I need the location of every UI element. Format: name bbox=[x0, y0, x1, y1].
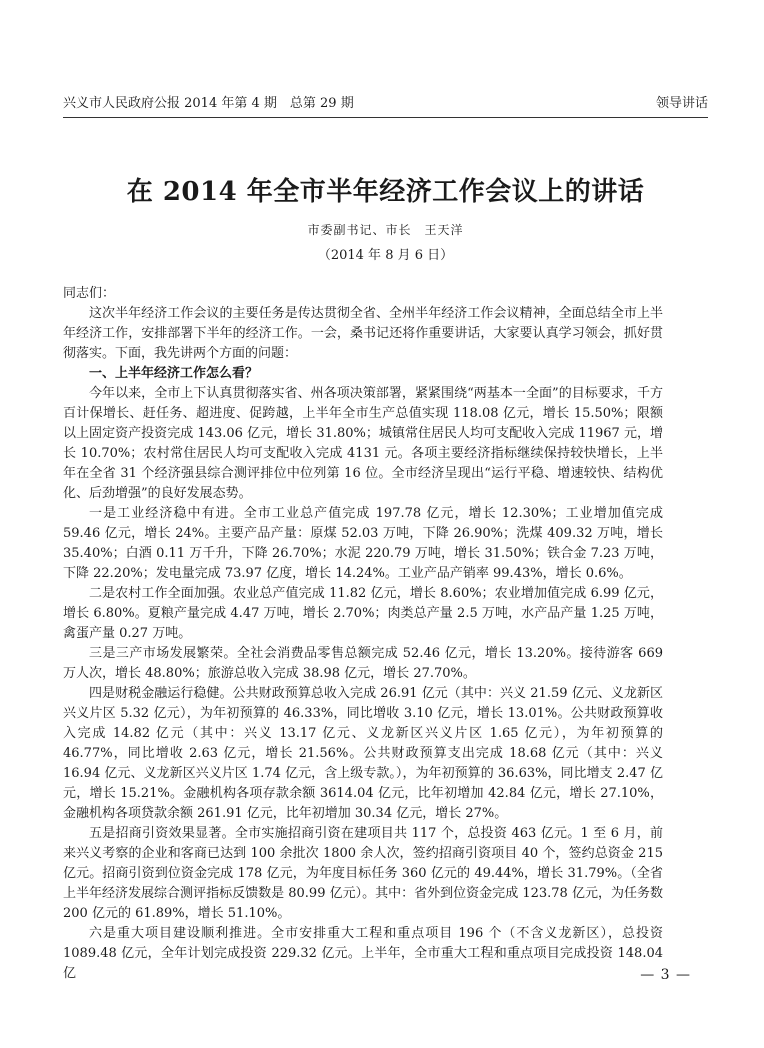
paragraph: 一是工业经济稳中有进。全市工业总产值完成 197.78 亿元，增长 12.30%；工业增加值完成 59.46 亿元，增长 24%。主要产品产量：原煤 52.03 万吨，下降 26.90%；洗煤 409.32 万吨，增长 35.40%；白酒 0.11 万千升，下降 26.70%；水泥 220.79 万吨，增长 31.50%；铁合金 7.23 万吨，下降 22.20%；发电量完成 73.97 亿度，增长 14.24%。工业产品产销率 99.43%，增长 0.6%。 bbox=[63, 506, 663, 581]
paragraph: 三是三产市场发展繁荣。全社会消费品零售总额完成 52.46 亿元，增长 13.20%。接待游客 669 万人次，增长 48.80%；旅游总收入完成 38.98 亿元，增长 27.70%。 bbox=[63, 646, 663, 681]
article-byline: 市委副书记、市长 王天洋 bbox=[307, 223, 464, 237]
article-title: 在 2014 年全市半年经济工作会议上的讲话 bbox=[126, 177, 645, 207]
journal-issue-label: 兴义市人民政府公报 2014 年第 4 期 总第 29 期 bbox=[63, 96, 354, 111]
running-header bbox=[63, 95, 708, 117]
header-divider bbox=[63, 117, 708, 118]
salutation: 同志们： bbox=[63, 286, 116, 301]
paragraph: 六是重大项目建设顺利推进。全市安排重大工程和重点项目 196 个（不含义龙新区），总投资 1089.48 亿元，全年计划完成投资 229.32 亿元。上半年，全市重大工程和重点项目完成投资 148.04 亿 bbox=[63, 926, 663, 981]
paragraph: 五是招商引资效果显著。全市实施招商引资在建项目共 117 个，总投资 463 亿元。1 至 6 月，前来兴义考察的企业和客商已达到 100 余批次 1800 余人次，签约招商引资项目 40 个，签约总资金 215 亿元。招商引资到位资金完成 178 亿元，为年度目标任务 360 亿元的 49.44%，增长 31.79%。（全省上半年经济发展综合测评指标反馈数是 80.99 亿元）。其中：省外到位资金完成 123.78 亿元，为任务数 200 亿元的 61.89%，增长 51.10%。 bbox=[63, 826, 663, 921]
paragraph: 这次半年经济工作会议的主要任务是传达贯彻全省、全州半年经济工作会议精神，全面总结全市上半年经济工作，安排部署下半年的经济工作。一会，桑书记还将作重要讲话，大家要认真学习领会，抓好贯彻落实。下面，我先讲两个方面的问题： bbox=[63, 306, 663, 361]
section-heading: 一、上半年经济工作怎么看？ bbox=[89, 366, 259, 381]
paragraph: 四是财税金融运行稳健。公共财政预算总收入完成 26.91 亿元（其中：兴义 21.59 亿元、义龙新区兴义片区 5.32 亿元），为年初预算的 46.33%，同比增收 3.10 亿元，增长 13.01%。公共财政预算收入完成 14.82 亿元（其中：兴义 13.17 亿元、义龙新区兴义片区 1.65 亿元），为年初预算的 46.77%，同比增收 2.63 亿元，增长 21.56%。公共财政预算支出完成 18.68 亿元（其中：兴义 16.94 亿元、义龙新区兴义片区 1.74 亿元，含上级专款。），为年初预算的 36.63%，同比增支 2.47 亿元，增长 15.21%。金融机构各项存款余额 3614.04 亿元，比年初增加 42.84 亿元，增长 27.10%，金融机构各项贷款余额 261.91 亿元，比年初增加 30.34 亿元，增长 27%。 bbox=[63, 686, 663, 821]
section-label: 领导讲话 bbox=[655, 96, 708, 111]
article-date: （2014 年 8 月 6 日） bbox=[317, 248, 454, 263]
page-number: — 3 — bbox=[640, 967, 691, 983]
article-body bbox=[63, 284, 663, 984]
paragraph: 二是农村工作全面加强。农业总产值完成 11.82 亿元，增长 8.60%；农业增加值完成 6.99 亿元，增长 6.80%。夏粮产量完成 4.47 万吨，增长 2.70%；肉类总产量 2.5 万吨，水产品产量 1.25 万吨，禽蛋产量 0.27 万吨。 bbox=[63, 586, 663, 641]
paragraph: 今年以来，全市上下认真贯彻落实省、州各项决策部署，紧紧围绕“两基本一全面”的目标要求，千方百计保增长、赶任务、超进度、促跨越，上半年全市生产总值实现 118.08 亿元，增长 15.50%；限额以上固定资产投资完成 143.06 亿元，增长 31.80%；城镇常住居民人均可支配收入完成 11967 元，增长 10.70%；农村常住居民人均可支配收入完成 4131 元。各项主要经济指标继续保持较快增长，上半年在全省 31 个经济强县综合测评排位中位列第 16 位。全市经济呈现出“运行平稳、增速较快、结构优化、后劲增强”的良好发展态势。 bbox=[63, 386, 663, 501]
